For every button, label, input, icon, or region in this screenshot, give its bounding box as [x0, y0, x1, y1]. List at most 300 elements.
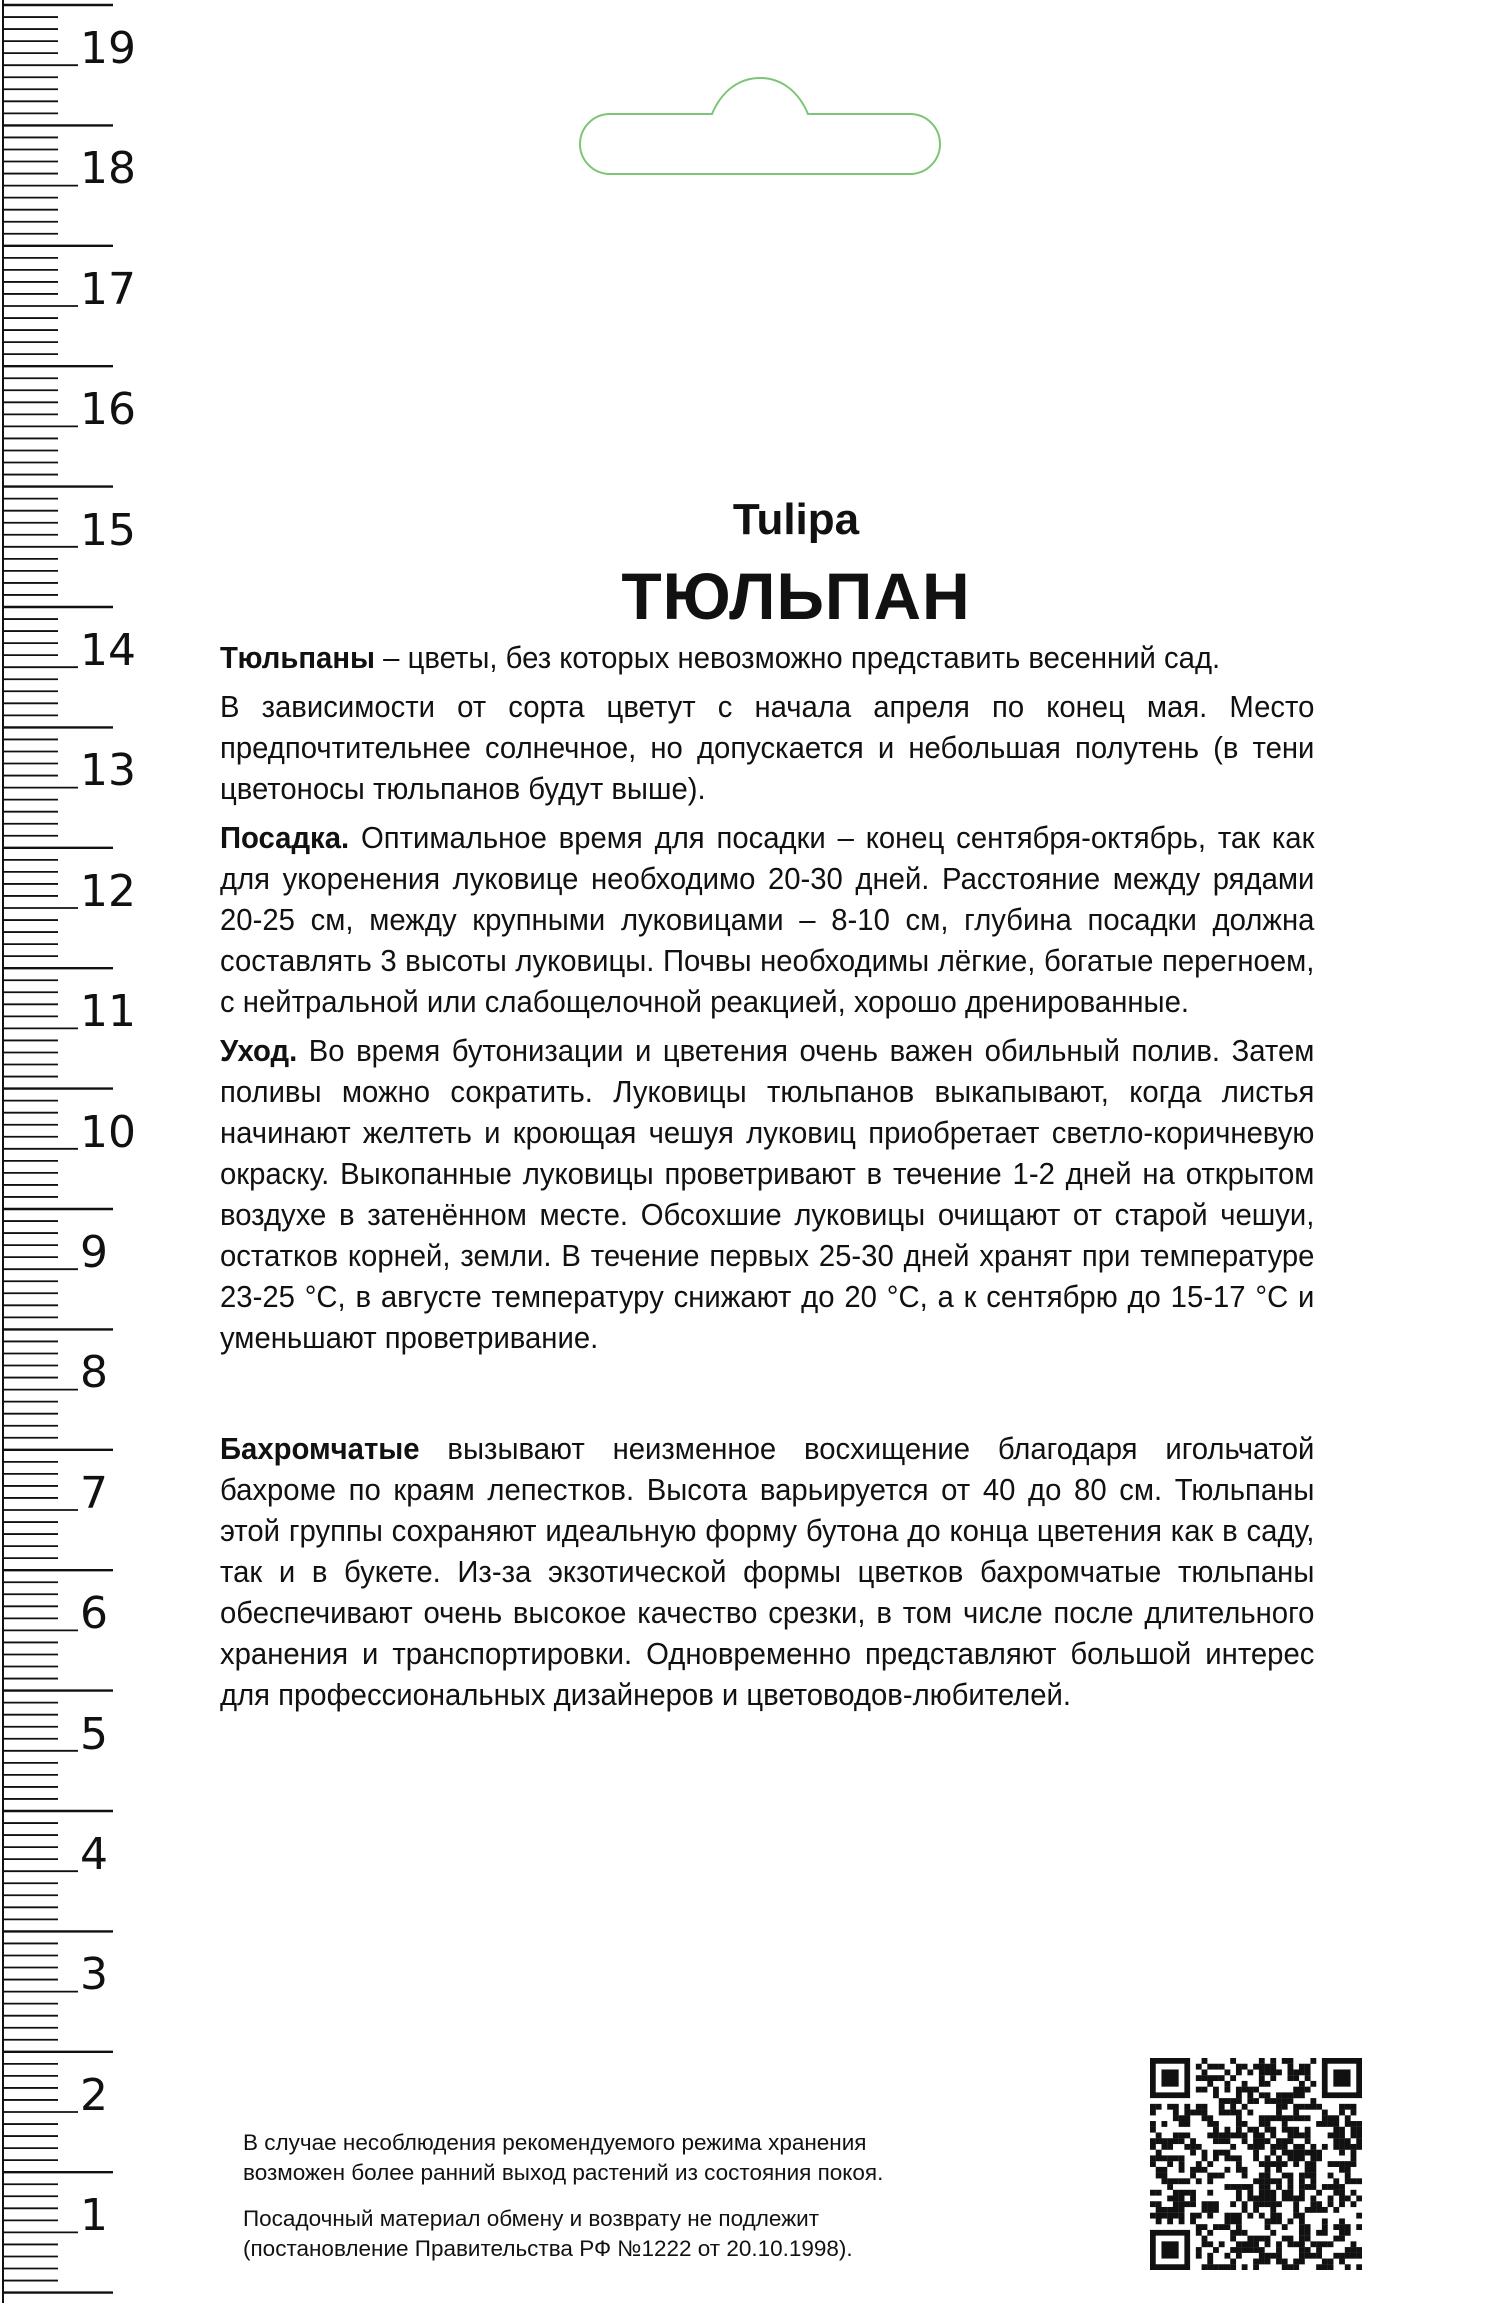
qr-module [1328, 2132, 1334, 2138]
paragraph-lead: Уход. [220, 1034, 298, 1068]
qr-module [1265, 2201, 1271, 2207]
qr-module [1333, 2236, 1339, 2242]
qr-module [1288, 2098, 1294, 2104]
ruler-number: 3 [80, 1949, 108, 2001]
qr-module [1265, 2190, 1271, 2196]
qr-module [1259, 2075, 1265, 2081]
ruler-number: 4 [80, 1829, 108, 1880]
qr-module [1202, 2087, 1208, 2093]
qr-module [1247, 2127, 1253, 2133]
qr-module [1288, 2190, 1294, 2196]
qr-module [1270, 2213, 1276, 2219]
qr-module [1253, 2236, 1259, 2242]
qr-module [1236, 2121, 1242, 2127]
qr-module [1339, 2138, 1345, 2144]
qr-module [1276, 2184, 1282, 2190]
qr-module [1224, 2224, 1230, 2230]
qr-module [1179, 2207, 1185, 2213]
qr-module [1333, 2224, 1339, 2230]
qr-module [1270, 2115, 1276, 2121]
qr-module [1259, 2081, 1265, 2087]
qr-module [1282, 2196, 1288, 2202]
qr-module [1276, 2069, 1282, 2075]
qr-module [1299, 2069, 1305, 2075]
qr-module [1265, 2069, 1271, 2075]
qr-module [1310, 2161, 1316, 2167]
qr-module [1242, 2173, 1248, 2179]
qr-module [1305, 2253, 1311, 2259]
qr-module [1236, 2253, 1242, 2259]
qr-module [1253, 2247, 1259, 2253]
qr-module [1333, 2253, 1339, 2259]
qr-module [1247, 2092, 1253, 2098]
qr-module [1213, 2138, 1219, 2144]
qr-module [1230, 2201, 1236, 2207]
ruler-number: 18 [80, 143, 136, 195]
qr-module [1282, 2259, 1288, 2265]
qr-module [1265, 2236, 1271, 2242]
qr-module [1345, 2144, 1351, 2150]
qr-module [1247, 2098, 1253, 2104]
qr-module [1322, 2224, 1328, 2230]
qr-module [1333, 2184, 1339, 2190]
qr-module [1224, 2132, 1230, 2138]
qr-module [1293, 2155, 1299, 2161]
qr-module [1230, 2104, 1236, 2110]
qr-module [1351, 2247, 1357, 2253]
qr-module [1345, 2224, 1351, 2230]
qr-module [1179, 2167, 1185, 2173]
qr-module [1288, 2058, 1294, 2064]
qr-module [1356, 2178, 1362, 2184]
qr-module [1339, 2184, 1345, 2190]
qr-module [1236, 2092, 1242, 2098]
qr-module [1150, 2190, 1156, 2196]
qr-module [1282, 2121, 1288, 2127]
qr-module [1282, 2098, 1288, 2104]
qr-module [1310, 2253, 1316, 2259]
qr-module [1310, 2173, 1316, 2179]
qr-module [1179, 2155, 1185, 2161]
qr-module [1356, 2132, 1362, 2138]
qr-module [1259, 2058, 1265, 2064]
qr-module [1213, 2121, 1219, 2127]
qr-module [1190, 2138, 1196, 2144]
qr-module [1310, 2081, 1316, 2087]
qr-module [1328, 2259, 1334, 2265]
paragraph-lead: Посадка. [220, 821, 350, 855]
qr-module [1288, 2092, 1294, 2098]
qr-module [1276, 2218, 1282, 2224]
qr-module [1276, 2247, 1282, 2253]
qr-module [1207, 2201, 1213, 2207]
qr-module [1305, 2161, 1311, 2167]
qr-module [1351, 2161, 1357, 2167]
paragraph-text: В зависимости от сорта цветут с начала апреля по конец мая. Место предпочтительнее солнечное, но допускается и небольшая полутень (в тени цветоносы тюльпанов будут выше). [220, 690, 1315, 806]
qr-module [1333, 2121, 1339, 2127]
qr-module [1322, 2218, 1328, 2224]
qr-module [1184, 2121, 1190, 2127]
qr-module [1305, 2069, 1311, 2075]
ruler-number: 5 [80, 1708, 108, 1760]
qr-module [1253, 2087, 1259, 2093]
qr-module [1265, 2218, 1271, 2224]
qr-module [1276, 2110, 1282, 2116]
qr-module [1184, 2115, 1190, 2121]
qr-module [1253, 2098, 1259, 2104]
qr-module [1167, 2178, 1173, 2184]
qr-module [1236, 2167, 1242, 2173]
qr-module [1265, 2184, 1271, 2190]
qr-module [1202, 2207, 1208, 2213]
qr-module [1293, 2104, 1299, 2110]
qr-module [1207, 2115, 1213, 2121]
qr-module [1305, 2115, 1311, 2121]
ruler-number: 15 [80, 504, 136, 556]
qr-module [1322, 2259, 1328, 2265]
qr-module [1276, 2201, 1282, 2207]
qr-module [1351, 2110, 1357, 2116]
qr-module [1190, 2196, 1196, 2202]
paragraph-flowering [220, 687, 1314, 810]
qr-module [1293, 2144, 1299, 2150]
qr-module [1339, 2161, 1345, 2167]
qr-module [1328, 2121, 1334, 2127]
ruler-number: 17 [80, 263, 136, 315]
qr-module [1310, 2207, 1316, 2213]
note-line: (постановление Правительства РФ №1222 от 20.10.1998). [243, 2236, 853, 2261]
qr-module [1150, 2161, 1156, 2167]
qr-module [1345, 2253, 1351, 2259]
qr-module [1259, 2190, 1265, 2196]
qr-module [1173, 2115, 1179, 2121]
qr-module [1299, 2190, 1305, 2196]
qr-module [1207, 2264, 1213, 2270]
qr-module [1288, 2196, 1294, 2202]
qr-module [1339, 2104, 1345, 2110]
qr-module [1207, 2132, 1213, 2138]
qr-module [1339, 2167, 1345, 2173]
qr-module [1230, 2155, 1236, 2161]
qr-module [1333, 2138, 1339, 2144]
qr-module [1276, 2104, 1282, 2110]
qr-module [1247, 2247, 1253, 2253]
ruler-number: 8 [80, 1347, 108, 1399]
qr-module [1179, 2218, 1185, 2224]
qr-module [1230, 2110, 1236, 2116]
qr-module [1299, 2144, 1305, 2150]
qr-module [1224, 2127, 1230, 2133]
qr-module [1173, 2213, 1179, 2219]
qr-module [1253, 2196, 1259, 2202]
qr-module [1259, 2092, 1265, 2098]
qr-module [1282, 2264, 1288, 2270]
qr-module [1356, 2144, 1362, 2150]
qr-module [1179, 2121, 1185, 2127]
qr-module [1259, 2196, 1265, 2202]
qr-module [1179, 2201, 1185, 2207]
qr-module [1253, 2178, 1259, 2184]
qr-module [1190, 2190, 1196, 2196]
qr-module [1316, 2190, 1322, 2196]
qr-module [1247, 2213, 1253, 2219]
qr-module [1173, 2110, 1179, 2116]
qr-module [1207, 2178, 1213, 2184]
qr-code-icon[interactable] [1150, 2058, 1362, 2270]
qr-module [1179, 2196, 1185, 2202]
qr-module [1305, 2138, 1311, 2144]
qr-module [1150, 2144, 1156, 2150]
qr-module [1322, 2110, 1328, 2116]
qr-module [1299, 2224, 1305, 2230]
qr-finder-pattern [1161, 2069, 1178, 2086]
qr-module [1156, 2201, 1162, 2207]
qr-module [1322, 2264, 1328, 2270]
qr-module [1242, 2241, 1248, 2247]
qr-module [1282, 2173, 1288, 2179]
qr-module [1161, 2207, 1167, 2213]
qr-module [1219, 2173, 1225, 2179]
qr-module [1230, 2058, 1236, 2064]
qr-module [1219, 2064, 1225, 2070]
qr-module [1219, 2104, 1225, 2110]
qr-module [1190, 2213, 1196, 2219]
qr-module [1282, 2058, 1288, 2064]
qr-module [1202, 2155, 1208, 2161]
qr-module [1265, 2167, 1271, 2173]
qr-module [1213, 2150, 1219, 2156]
qr-module [1161, 2155, 1167, 2161]
qr-module [1282, 2104, 1288, 2110]
qr-module [1293, 2213, 1299, 2219]
qr-module [1236, 2110, 1242, 2116]
qr-module [1316, 2264, 1322, 2270]
qr-module [1333, 2190, 1339, 2196]
qr-module [1184, 2178, 1190, 2184]
qr-module [1213, 2224, 1219, 2230]
qr-module [1259, 2178, 1265, 2184]
qr-module [1179, 2213, 1185, 2219]
qr-finder-pattern [1161, 2241, 1178, 2258]
qr-module [1213, 2132, 1219, 2138]
qr-finder-pattern [1333, 2069, 1350, 2086]
paragraph-planting [220, 818, 1314, 1023]
qr-module [1236, 2069, 1242, 2075]
qr-module [1288, 2069, 1294, 2075]
qr-module [1276, 2213, 1282, 2219]
paragraph-lead: Тюльпаны [220, 641, 376, 675]
qr-module [1276, 2178, 1282, 2184]
qr-module [1224, 2138, 1230, 2144]
qr-module [1282, 2236, 1288, 2242]
qr-module [1282, 2190, 1288, 2196]
qr-module [1356, 2264, 1362, 2270]
qr-module [1270, 2178, 1276, 2184]
ruler-number: 6 [80, 1588, 108, 1640]
qr-module [1196, 2075, 1202, 2081]
qr-module [1345, 2167, 1351, 2173]
qr-module [1224, 2264, 1230, 2270]
qr-module [1265, 2253, 1271, 2259]
paragraph-lead: Бахромчатые [220, 1432, 420, 1466]
qr-module [1173, 2207, 1179, 2213]
qr-module [1150, 2155, 1156, 2161]
qr-module [1253, 2138, 1259, 2144]
qr-module [1316, 2155, 1322, 2161]
qr-module [1339, 2218, 1345, 2224]
qr-module [1173, 2132, 1179, 2138]
qr-module [1150, 2138, 1156, 2144]
qr-module [1345, 2138, 1351, 2144]
qr-module [1270, 2218, 1276, 2224]
qr-module [1167, 2161, 1173, 2167]
qr-module [1173, 2201, 1179, 2207]
qr-module [1299, 2092, 1305, 2098]
qr-module [1196, 2230, 1202, 2236]
qr-module [1293, 2115, 1299, 2121]
qr-module [1265, 2161, 1271, 2167]
qr-module [1156, 2173, 1162, 2179]
qr-module [1259, 2115, 1265, 2121]
qr-module [1167, 2144, 1173, 2150]
qr-module [1299, 2104, 1305, 2110]
qr-module [1224, 2213, 1230, 2219]
ruler-number: 13 [80, 745, 136, 797]
qr-module [1236, 2224, 1242, 2230]
qr-module [1259, 2201, 1265, 2207]
qr-module [1213, 2092, 1219, 2098]
qr-module [1259, 2132, 1265, 2138]
qr-module [1339, 2230, 1345, 2236]
qr-module [1305, 2247, 1311, 2253]
qr-module [1293, 2264, 1299, 2270]
qr-module [1150, 2201, 1156, 2207]
qr-module [1196, 2253, 1202, 2259]
qr-module [1213, 2173, 1219, 2179]
qr-module [1276, 2092, 1282, 2098]
qr-module [1356, 2121, 1362, 2127]
qr-module [1259, 2069, 1265, 2075]
qr-module [1253, 2241, 1259, 2247]
qr-module [1282, 2115, 1288, 2121]
qr-module [1219, 2241, 1225, 2247]
qr-module [1196, 2064, 1202, 2070]
qr-module [1179, 2190, 1185, 2196]
qr-module [1167, 2138, 1173, 2144]
qr-module [1288, 2264, 1294, 2270]
qr-module [1202, 2058, 1208, 2064]
qr-module [1230, 2213, 1236, 2219]
qr-module [1247, 2184, 1253, 2190]
qr-module [1288, 2155, 1294, 2161]
qr-module [1265, 2173, 1271, 2179]
qr-module [1190, 2144, 1196, 2150]
qr-module [1299, 2247, 1305, 2253]
return-note [243, 2204, 1043, 2264]
qr-module [1328, 2241, 1334, 2247]
qr-module [1207, 2230, 1213, 2236]
qr-module [1242, 2230, 1248, 2236]
qr-module [1156, 2213, 1162, 2219]
qr-module [1190, 2173, 1196, 2179]
qr-module [1328, 2173, 1334, 2179]
qr-module [1161, 2121, 1167, 2127]
qr-module [1351, 2144, 1357, 2150]
qr-module [1310, 2144, 1316, 2150]
qr-module [1288, 2150, 1294, 2156]
qr-module [1173, 2178, 1179, 2184]
qr-module [1276, 2259, 1282, 2265]
qr-module [1351, 2132, 1357, 2138]
qr-module [1167, 2184, 1173, 2190]
qr-module [1236, 2247, 1242, 2253]
qr-module [1242, 2184, 1248, 2190]
qr-module [1259, 2259, 1265, 2265]
qr-module [1236, 2132, 1242, 2138]
qr-module [1328, 2196, 1334, 2202]
qr-module [1259, 2173, 1265, 2179]
qr-module [1224, 2081, 1230, 2087]
qr-module [1219, 2132, 1225, 2138]
qr-module [1276, 2155, 1282, 2161]
qr-module [1299, 2196, 1305, 2202]
ruler-number: 12 [80, 865, 136, 917]
qr-module [1305, 2087, 1311, 2093]
qr-module [1202, 2167, 1208, 2173]
qr-module [1219, 2098, 1225, 2104]
qr-module [1322, 2207, 1328, 2213]
qr-module [1310, 2184, 1316, 2190]
qr-module [1196, 2087, 1202, 2093]
qr-module [1299, 2241, 1305, 2247]
qr-module [1179, 2138, 1185, 2144]
qr-module [1202, 2236, 1208, 2242]
qr-module [1196, 2213, 1202, 2219]
qr-module [1213, 2127, 1219, 2133]
qr-module [1288, 2218, 1294, 2224]
qr-module [1213, 2264, 1219, 2270]
qr-module [1173, 2155, 1179, 2161]
qr-module [1282, 2144, 1288, 2150]
qr-module [1253, 2132, 1259, 2138]
qr-module [1253, 2207, 1259, 2213]
qr-module [1150, 2104, 1156, 2110]
qr-module [1351, 2253, 1357, 2259]
qr-module [1293, 2259, 1299, 2265]
qr-module [1270, 2058, 1276, 2064]
qr-module [1293, 2150, 1299, 2156]
qr-module [1270, 2069, 1276, 2075]
ruler-number: 2 [80, 2069, 108, 2121]
qr-module [1167, 2155, 1173, 2161]
ruler-number: 14 [80, 625, 136, 676]
qr-module [1247, 2241, 1253, 2247]
qr-module [1253, 2155, 1259, 2161]
note-line: Посадочный материал обмену и возврату не подлежит [243, 2206, 820, 2231]
qr-module [1265, 2155, 1271, 2161]
qr-module [1351, 2190, 1357, 2196]
qr-module [1305, 2127, 1311, 2133]
qr-module [1322, 2230, 1328, 2236]
qr-module [1161, 2138, 1167, 2144]
qr-module [1156, 2104, 1162, 2110]
qr-module [1299, 2178, 1305, 2184]
qr-module [1322, 2241, 1328, 2247]
qr-module [1224, 2087, 1230, 2093]
qr-module [1288, 2127, 1294, 2133]
qr-module [1333, 2161, 1339, 2167]
qr-module [1305, 2184, 1311, 2190]
